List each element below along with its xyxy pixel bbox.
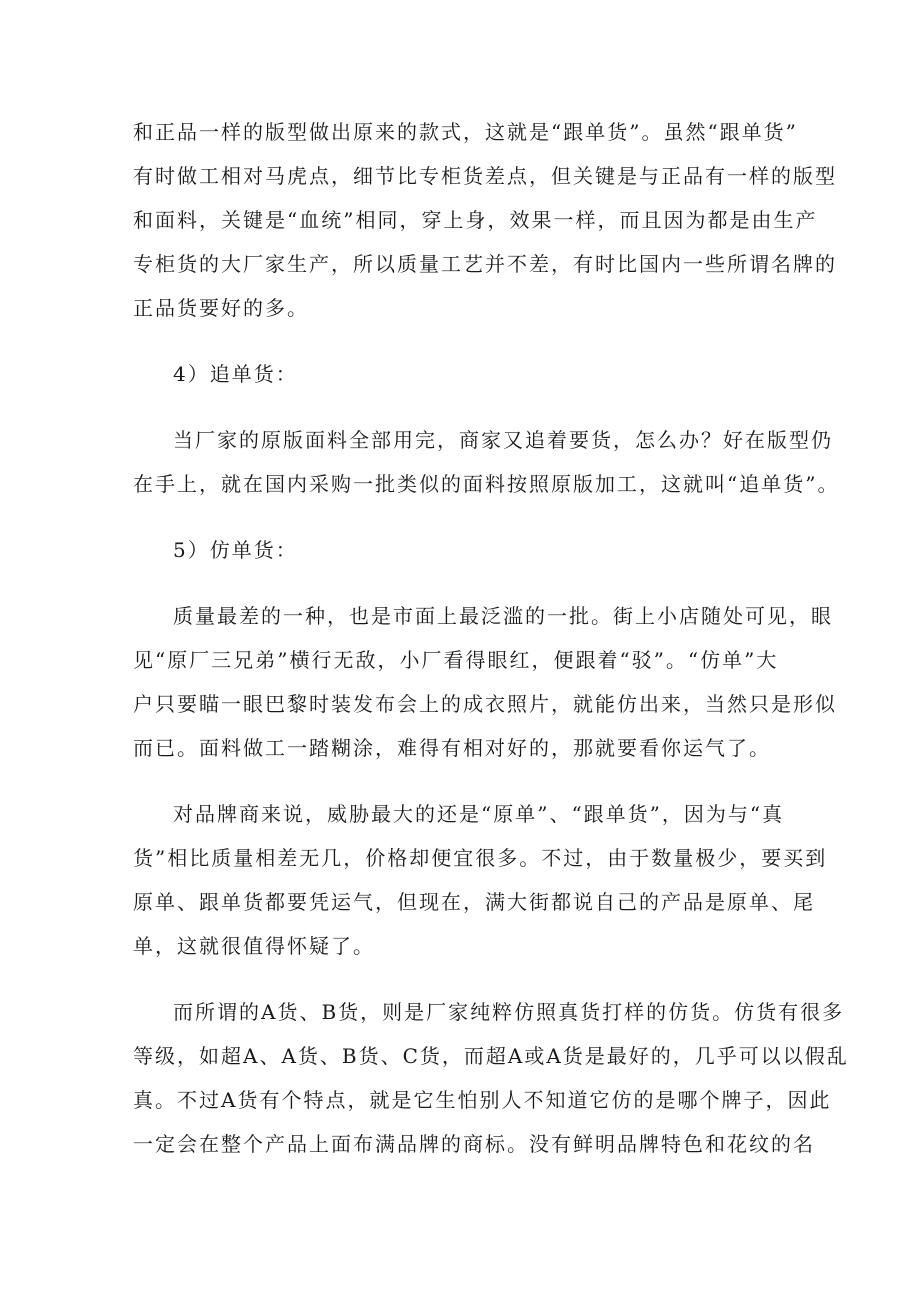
text-line: 一定会在整个产品上面布满品牌的商标。没有鲜明品牌特色和花纹的名 [133,1132,815,1156]
text-line: 而已。面料做工一踏糊涂，难得有相对好的，那就要看你运气了。 [133,736,771,760]
text-line: 等级，如超A、A货、B货、C货，而超A或A货是最好的，几乎可以以假乱 [133,1044,849,1068]
paragraph-1 [133,110,837,330]
text-line: 在手上，就在国内采购一批类似的面料按照原版加工，这就叫“追单货”。 [133,472,840,496]
text-line: 正品货要好的多。 [133,296,309,320]
text-line: 有时做工相对马虎点，细节比专柜货差点，但关键是与正品有一样的版型 [133,164,837,188]
paragraph-5 [133,990,849,1166]
text-line: 户只要瞄一眼巴黎时装发布会上的成衣照片，就能仿出来，当然只是形似 [133,692,837,716]
paragraph-3 [133,594,837,770]
text-line: 质量最差的一种，也是市面上最泛滥的一批。街上小店随处可见，眼 [173,604,833,628]
heading-5 [133,528,793,572]
paragraph-2 [133,418,840,506]
text-line: 单，这就很值得怀疑了。 [133,934,375,958]
text-line: 见“原厂三兄弟”横行无敌，小厂看得眼红，便跟着“驳”。“仿单”大 [133,648,779,672]
text-line: 和面料，关键是“血统”相同，穿上身，效果一样，而且因为都是由生产 [133,208,818,232]
heading-4 [133,352,793,396]
text-line: 货”相比质量相差无几，价格却便宜很多。不过，由于数量极少，要买到 [133,846,828,870]
text-line: 而所谓的A货、B货，则是厂家纯粹仿照真货打样的仿货。仿货有很多 [173,1000,845,1024]
text-line: 当厂家的原版面料全部用完，商家又追着要货，怎么办？好在版型仍 [173,428,833,452]
section-heading: 4）追单货： [173,362,298,386]
text-line: 真。不过A货有个特点，就是它生怕别人不知道它仿的是哪个牌子，因此 [133,1088,832,1112]
document-body [133,110,849,1166]
text-line: 原单、跟单货都要凭运气，但现在，满大街都说自己的产品是原单、尾 [133,890,815,914]
paragraph-4 [133,792,828,968]
text-line: 专柜货的大厂家生产，所以质量工艺并不差，有时比国内一些所谓名牌的 [133,252,837,276]
text-line: 对品牌商来说，威胁最大的还是“原单”、“跟单货”，因为与“真 [173,802,785,826]
text-line: 和正品一样的版型做出原来的款式，这就是“跟单货”。虽然“跟单货” [133,120,798,144]
section-heading: 5）仿单货： [173,538,298,562]
